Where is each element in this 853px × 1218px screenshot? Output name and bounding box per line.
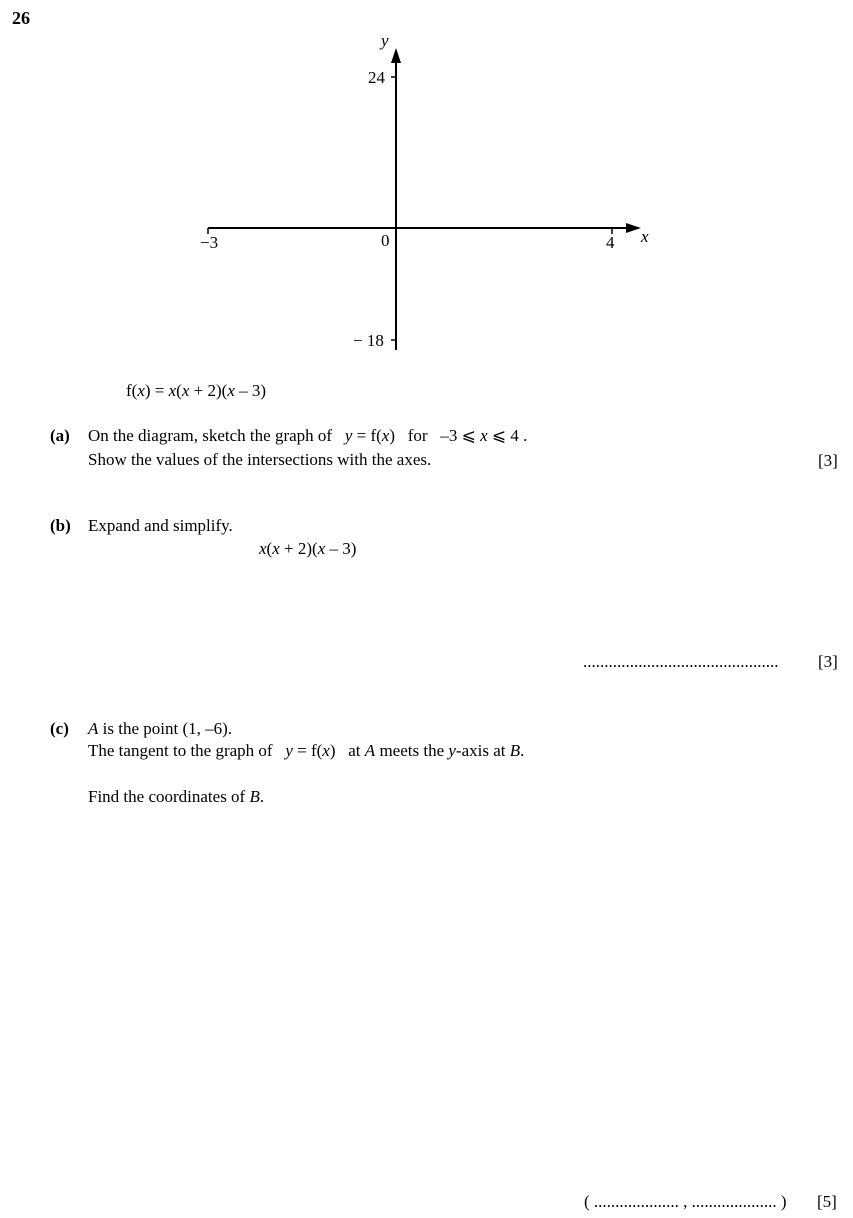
x-axis-arrow: [626, 223, 641, 233]
x-min-label: −3: [200, 233, 219, 252]
y-max-label: 24: [368, 68, 385, 87]
part-b-answer-line[interactable]: ..............................................: [583, 652, 779, 671]
axes-diagram[interactable]: [0, 0, 853, 380]
function-definition: f(x) = x(x + 2)(x – 3): [126, 381, 267, 400]
part-c-marks: [5]: [817, 1192, 837, 1211]
part-c-answer-line[interactable]: ( .................... , .................... ): [584, 1192, 787, 1211]
x-max-label: 4: [606, 233, 615, 252]
origin-label: 0: [381, 231, 390, 250]
y-min-label: − 18: [353, 331, 384, 350]
part-a-line2: Show the values of the intersections with the axes.: [88, 450, 432, 469]
y-axis-arrow: [391, 48, 401, 63]
x-axis-label: x: [641, 227, 649, 246]
part-b-expression: x(x + 2)(x – 3): [259, 539, 357, 558]
part-c-label: (c): [50, 719, 69, 738]
part-b-label: (b): [50, 516, 71, 535]
y-axis-label: y: [381, 31, 389, 50]
part-b-marks: [3]: [818, 652, 838, 671]
part-c-line3: Find the coordinates of B.: [88, 787, 265, 806]
part-a-label: (a): [50, 426, 70, 445]
part-b-line1: Expand and simplify.: [88, 516, 233, 535]
part-a-line1: On the diagram, sketch the graph of y = f(x) for –3 ⩽ x ⩽ 4 .: [88, 426, 528, 445]
part-c-line1: A is the point (1, –6).: [88, 719, 233, 738]
part-c-line2: The tangent to the graph of y = f(x) at A meets the y-axis at B.: [88, 741, 525, 760]
question-number: 26: [12, 8, 30, 28]
part-a-marks: [3]: [818, 451, 838, 470]
